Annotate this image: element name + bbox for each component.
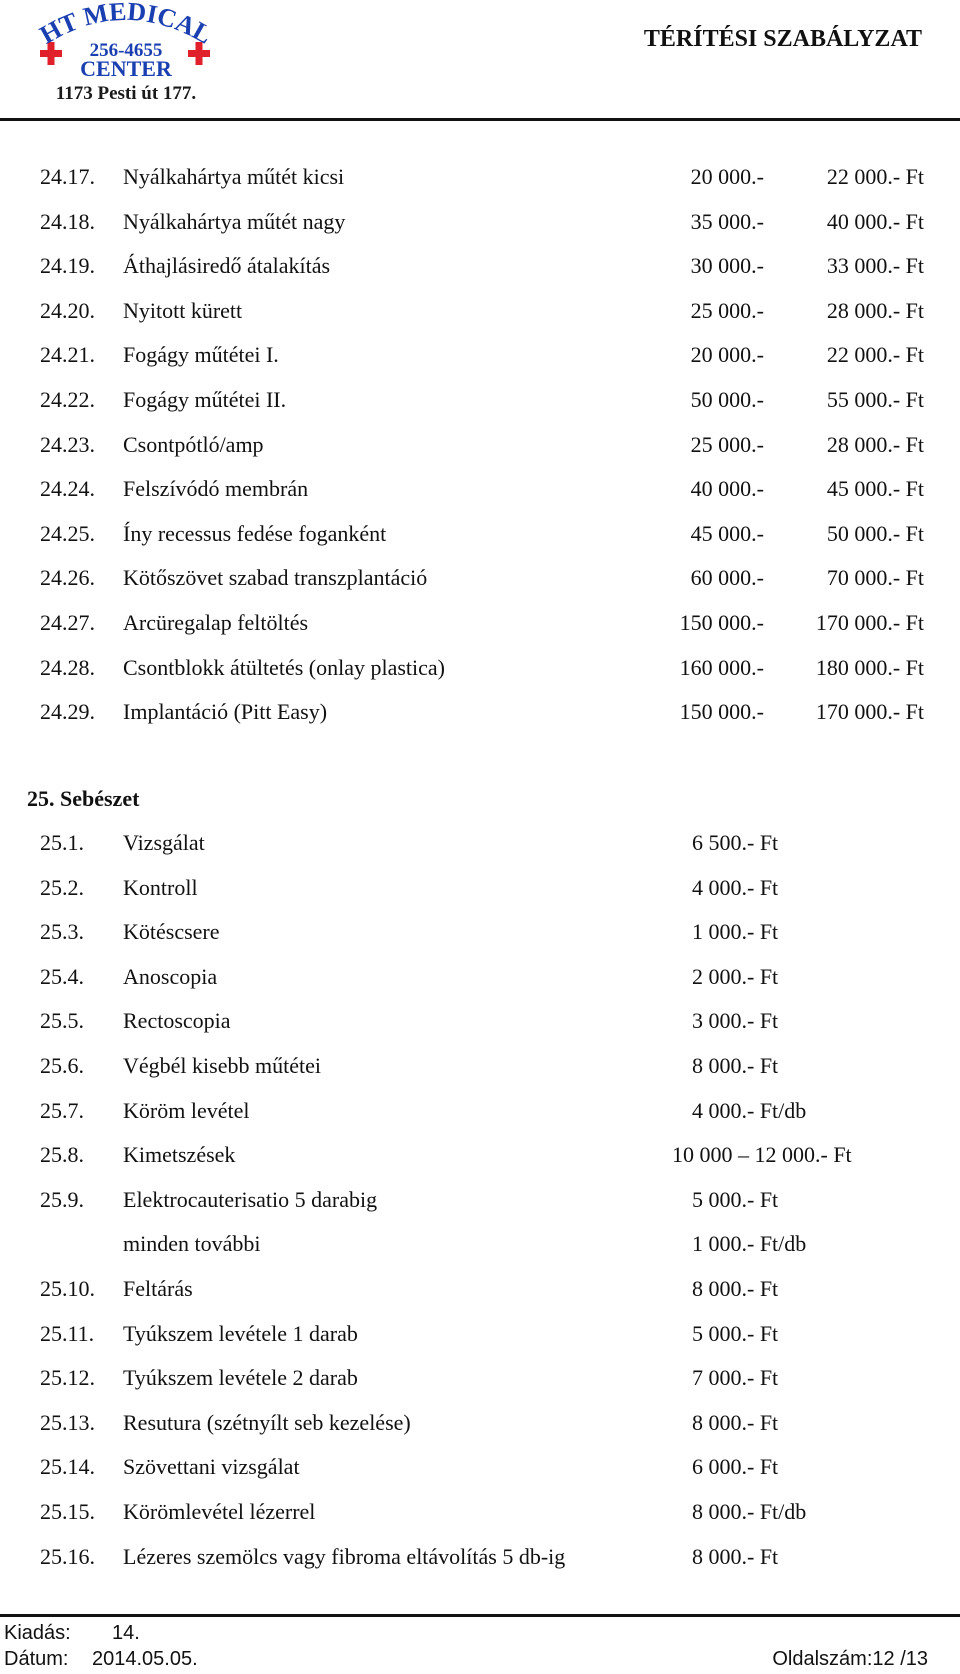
price-row [0, 162, 960, 192]
price-max: 45 000.- Ft [826, 476, 924, 502]
item-number: 25.6. [40, 1053, 84, 1078]
item-number: 24.25. [40, 520, 95, 546]
price-min: 60 000.- [690, 565, 764, 591]
logo-phone-text: 256-4655 [89, 40, 163, 61]
item-label: minden további [123, 1231, 261, 1257]
item-price: 1 000.- Ft [692, 919, 779, 945]
item-number: 25.10. [40, 1276, 95, 1301]
item-number: 25.11. [40, 1320, 95, 1346]
price-min: 160 000.- [679, 654, 764, 680]
date-value: 2014.05.05. [92, 1648, 198, 1670]
price-min: 150 000.- [679, 610, 764, 635]
price-max: 28 000.- Ft [826, 297, 924, 323]
price-max: 28 000.- Ft [826, 431, 924, 457]
item-price: 4 000.- Ft/db [692, 1097, 807, 1123]
price-row [0, 828, 960, 858]
item-label: Nyitott kürett [123, 297, 243, 323]
item-label: Végbél kisebb műtétei [123, 1053, 321, 1078]
item-number: 25.14. [40, 1454, 95, 1480]
item-number: 24.19. [40, 253, 95, 279]
price-row [0, 1408, 960, 1438]
price-row [0, 1452, 960, 1482]
price-row [0, 1319, 960, 1349]
price-row [0, 207, 960, 237]
item-number: 24.17. [40, 164, 95, 189]
price-max: 50 000.- Ft [826, 520, 924, 546]
price-min: 20 000.- [690, 164, 764, 189]
price-row [0, 1185, 960, 1215]
item-price: 8 000.- Ft/db [692, 1499, 807, 1524]
item-number: 24.23. [40, 431, 95, 457]
item-price: 8 000.- Ft [692, 1276, 779, 1301]
logo-name-text: HT MEDICAL [34, 0, 217, 50]
price-row [0, 608, 960, 638]
price-row [0, 697, 960, 727]
item-label: Áthajlásiredő átalakítás [123, 253, 331, 279]
price-row [0, 385, 960, 415]
price-row [0, 430, 960, 460]
price-max: 55 000.- Ft [826, 387, 924, 412]
item-number: 25.7. [40, 1097, 84, 1123]
price-min: 50 000.- [690, 387, 764, 412]
item-label: Szövettani vizsgálat [123, 1454, 300, 1480]
item-number: 25.13. [40, 1409, 95, 1435]
price-max: 170 000.- Ft [815, 699, 924, 725]
price-max: 70 000.- Ft [826, 565, 924, 591]
item-label: Tyúkszem levétele 2 darab [123, 1365, 358, 1391]
price-row [0, 340, 960, 370]
price-min: 150 000.- [679, 699, 764, 725]
item-number: 25.16. [40, 1543, 95, 1569]
price-row [0, 1006, 960, 1036]
price-row [0, 653, 960, 683]
price-max: 40 000.- Ft [826, 208, 924, 234]
item-number: 25.15. [40, 1499, 95, 1524]
item-label: Implantáció (Pitt Easy) [123, 699, 328, 725]
item-label: Tyúkszem levétele 1 darab [123, 1320, 358, 1346]
price-row [0, 873, 960, 903]
price-max: 33 000.- Ft [826, 253, 924, 279]
price-row [0, 251, 960, 281]
item-price: 10 000 – 12 000.- Ft [672, 1142, 852, 1168]
item-label: Fogágy műtétei II. [123, 387, 287, 412]
item-number: 24.27. [40, 610, 95, 635]
item-number: 25.12. [40, 1365, 95, 1391]
price-min: 25 000.- [690, 297, 764, 323]
item-label: Arcüregalap feltöltés [123, 610, 309, 635]
item-number: 25.1. [40, 830, 84, 855]
item-label: Lézeres szemölcs vagy fibroma eltávolítás 5 db-ig [123, 1543, 566, 1569]
item-label: Íny recessus fedése foganként [123, 520, 387, 546]
item-label: Felszívódó membrán [123, 476, 309, 502]
item-price: 5 000.- Ft [692, 1186, 779, 1212]
price-row [0, 962, 960, 992]
logo-center-text: CENTER [80, 56, 172, 81]
item-price: 2 000.- Ft [692, 963, 779, 989]
price-min: 40 000.- [690, 476, 764, 502]
item-label: Nyálkahártya műtét nagy [123, 208, 346, 234]
item-number: 24.21. [40, 342, 95, 368]
item-number: 24.18. [40, 208, 95, 234]
price-row [0, 296, 960, 326]
item-price: 6 000.- Ft [692, 1454, 779, 1480]
document-title: TÉRÍTÉSI SZABÁLYZAT [643, 26, 922, 52]
price-row [0, 1497, 960, 1527]
date-label: Dátum: [4, 1648, 69, 1670]
price-row [0, 519, 960, 549]
price-min: 45 000.- [690, 520, 764, 546]
price-row [0, 563, 960, 593]
issue-label: Kiadás: [4, 1622, 71, 1644]
item-number: 25.5. [40, 1008, 84, 1034]
price-max: 170 000.- Ft [815, 610, 924, 635]
item-price: 8 000.- Ft [692, 1053, 779, 1078]
item-label: Csontpótló/amp [123, 431, 264, 457]
item-price: 5 000.- Ft [692, 1320, 779, 1346]
item-price: 6 500.- Ft [692, 830, 779, 855]
price-row [0, 1051, 960, 1081]
price-row [0, 1140, 960, 1170]
item-number: 25.2. [40, 874, 84, 900]
page-number: Oldalszám:12 /13 [772, 1648, 928, 1670]
item-label: Körömlevétel lézerrel [123, 1499, 316, 1524]
item-label: Feltárás [123, 1276, 193, 1301]
price-row [0, 917, 960, 947]
price-row [0, 1274, 960, 1304]
price-row [0, 1363, 960, 1393]
item-label: Köröm levétel [123, 1097, 250, 1123]
section-heading: 25. Sebészet [27, 786, 140, 811]
logo-address-text: 1173 Pesti út 177. [55, 83, 197, 104]
item-label: Kötőszövet szabad transzplantáció [123, 565, 428, 591]
item-price: 1 000.- Ft/db [692, 1231, 807, 1257]
issue-value: 14. [112, 1622, 140, 1644]
item-number: 25.3. [40, 919, 84, 945]
header-divider [0, 118, 960, 121]
price-row [0, 1096, 960, 1126]
price-min: 20 000.- [690, 342, 764, 368]
item-label: Kontroll [123, 874, 198, 900]
item-number: 25.8. [40, 1142, 84, 1168]
item-label: Kötéscsere [123, 919, 220, 945]
item-label: Fogágy műtétei I. [123, 342, 279, 368]
item-label: Elektrocauterisatio 5 darabig [123, 1186, 378, 1212]
clinic-logo [30, 0, 220, 108]
price-min: 25 000.- [690, 431, 764, 457]
item-number: 24.28. [40, 654, 95, 680]
price-row [0, 1229, 960, 1259]
item-price: 7 000.- Ft [692, 1365, 779, 1391]
item-price: 8 000.- Ft [692, 1543, 779, 1569]
item-label: Rectoscopia [123, 1008, 231, 1034]
price-max: 180 000.- Ft [815, 654, 924, 680]
item-number: 24.22. [40, 387, 95, 412]
price-min: 30 000.- [690, 253, 764, 279]
price-min: 35 000.- [690, 208, 764, 234]
item-label: Csontblokk átültetés (onlay plastica) [123, 654, 445, 680]
item-number: 24.29. [40, 699, 95, 725]
item-number: 25.9. [40, 1186, 84, 1212]
price-row [0, 1542, 960, 1572]
item-price: 4 000.- Ft [692, 874, 779, 900]
price-max: 22 000.- Ft [826, 342, 924, 368]
item-label: Anoscopia [123, 963, 218, 989]
item-number: 25.4. [40, 963, 84, 989]
footer-divider [0, 1614, 960, 1617]
item-price: 8 000.- Ft [692, 1409, 779, 1435]
item-number: 24.26. [40, 565, 95, 591]
item-label: Nyálkahártya műtét kicsi [123, 164, 345, 189]
item-number: 24.20. [40, 297, 95, 323]
item-label: Vizsgálat [123, 830, 205, 855]
logo-graphic [30, 0, 220, 108]
price-row [0, 474, 960, 504]
item-label: Kimetszések [123, 1142, 236, 1168]
item-price: 3 000.- Ft [692, 1008, 779, 1034]
price-max: 22 000.- Ft [826, 164, 924, 189]
item-number: 24.24. [40, 476, 95, 502]
item-label: Resutura (szétnyílt seb kezelése) [123, 1409, 411, 1435]
